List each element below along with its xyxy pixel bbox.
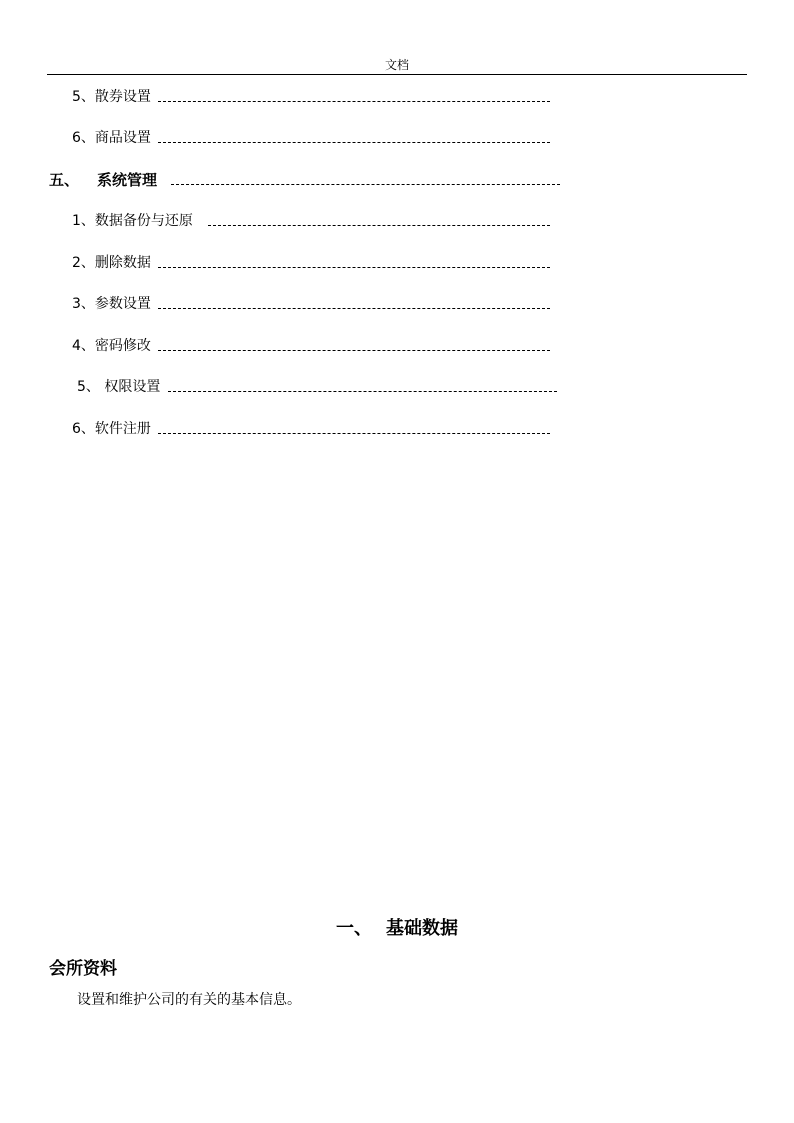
toc-section-number: 五、 [49, 171, 80, 189]
toc-line-number: 6、 [72, 130, 95, 146]
toc-line-product-settings [72, 129, 550, 147]
chapter-title [0, 917, 794, 941]
page-header-title: 文档 [384, 58, 409, 72]
toc-line-number: 2、 [72, 255, 95, 271]
toc-leader [158, 433, 550, 434]
toc-leader [171, 184, 560, 185]
toc-leader [158, 142, 550, 143]
toc-line-text: 散券设置 [94, 89, 151, 105]
toc-line-software-registration [72, 420, 550, 438]
body-paragraph: 设置和维护公司的有关的基本信息。 [77, 992, 301, 1008]
toc-line-text: 删除数据 [94, 255, 151, 271]
toc-line-number: 5、 [77, 379, 105, 395]
toc-line-number: 4、 [72, 338, 95, 354]
toc-line-number: 1、 [72, 213, 95, 229]
toc-leader [158, 308, 550, 309]
toc-line-text: 密码修改 [94, 338, 151, 354]
toc-line-text: 软件注册 [94, 421, 151, 437]
toc-leader [168, 391, 557, 392]
toc-leader [158, 267, 550, 268]
toc-section-system-management [49, 171, 560, 189]
header-rule [47, 74, 747, 75]
toc-leader [158, 350, 550, 351]
toc-line-text: 参数设置 [94, 296, 151, 312]
section-title: 会所资料 [49, 959, 117, 979]
chapter-title-text: 基础数据 [386, 918, 458, 939]
toc-line-text: 数据备份与还原 [94, 213, 193, 229]
toc-line-password-change [72, 337, 550, 355]
toc-line-text: 商品设置 [94, 130, 151, 146]
toc-leader [208, 225, 550, 226]
toc-line-delete-data [72, 254, 550, 272]
toc-section-text: 系统管理 [97, 171, 158, 189]
toc-leader [158, 101, 550, 102]
toc-line-text: 权限设置 [104, 379, 161, 395]
toc-line-permission-settings [77, 378, 557, 396]
toc-line-number: 5、 [72, 89, 95, 105]
toc-line-sanquan-settings [72, 88, 550, 106]
toc-line-number: 6、 [72, 421, 95, 437]
toc-line-parameter-settings [72, 295, 550, 313]
toc-line-number: 3、 [72, 296, 95, 312]
toc-line-data-backup-restore [72, 212, 550, 230]
chapter-number: 一、 [336, 918, 372, 939]
